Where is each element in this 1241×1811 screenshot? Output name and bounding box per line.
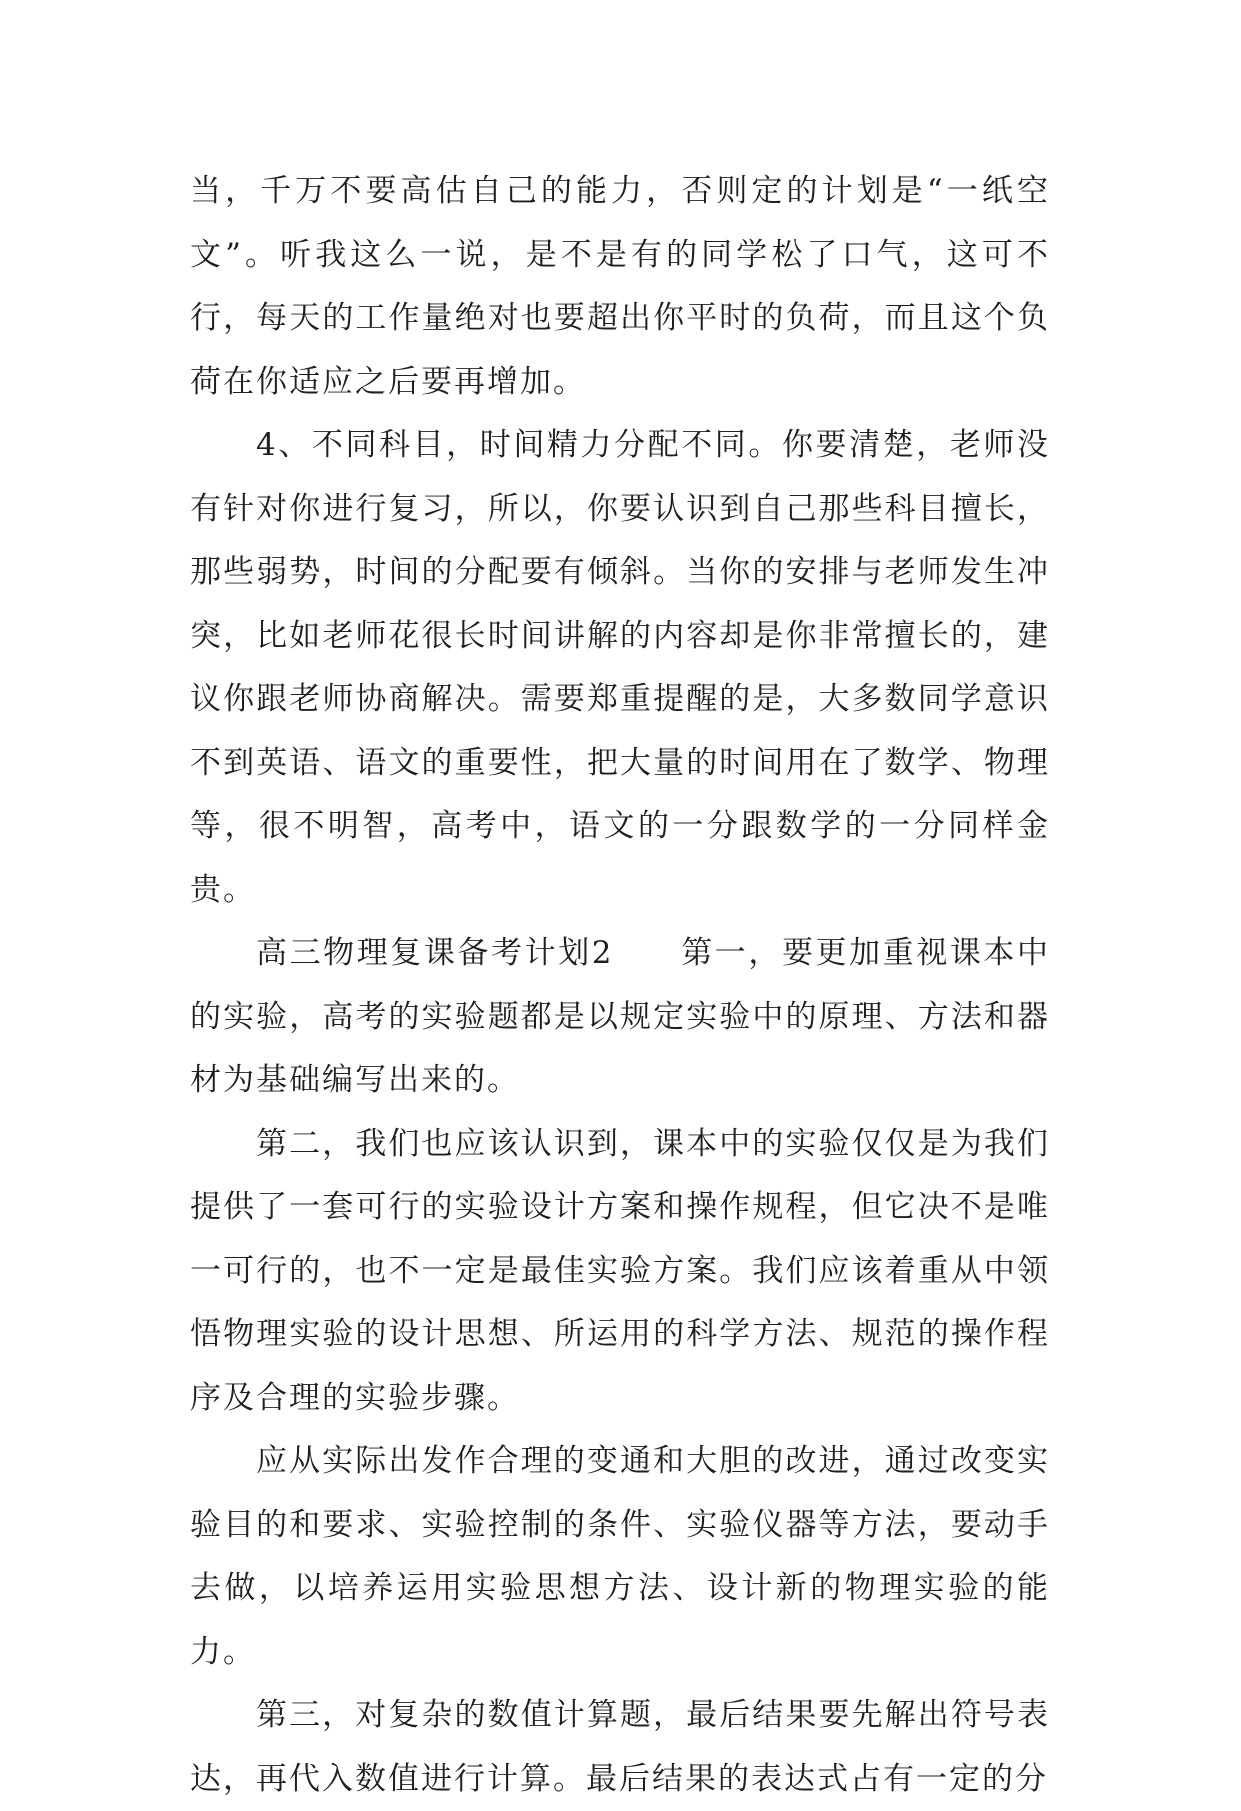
paragraph-plan-2-first: 高三物理复课备考计划2 第一，要更加重视课本中的实验，高考的实验题都是以规定实验中的原理、方法和器材为基础编写出来的。	[190, 935, 1050, 1098]
paragraph-third: 第三，对复杂的数值计算题，最后结果要先解出符号表达，再代入数值进行计算。最后结果的表达式占有一定的分	[190, 1697, 1050, 1797]
paragraph-continuation: 当，千万不要高估自己的能力，否则定的计划是“一纸空文”。听我这么一说，是不是有的同学松了口气，这可不行，每天的工作量绝对也要超出你平时的负荷，而且这个负荷在你适应之后要再增加。	[190, 173, 1050, 400]
paragraph-practical-improvement: 应从实际出发作合理的变通和大胆的改进，通过改变实验目的和要求、实验控制的条件、实验仪器等方法，要动手去做，以培养运用实验思想方法、设计新的物理实验的能力。	[190, 1443, 1050, 1670]
paragraph-subject-time-allocation: 4、不同科目，时间精力分配不同。你要清楚，老师没有针对你进行复习，所以，你要认识到自己那些科目擅长，那些弱势，时间的分配要有倾斜。当你的安排与老师发生冲突，比如老师花很长时间讲解的内容却是你非常擅长的，建议你跟老师协商解决。需要郑重提醒的是，大多数同学意识不到英语、语文的重要性，把大量的时间用在了数学、物理等，很不明智，高考中，语文的一分跟数学的一分同样金贵。	[190, 427, 1050, 908]
document-body	[190, 160, 1050, 1811]
paragraph-second: 第二，我们也应该认识到，课本中的实验仅仅是为我们提供了一套可行的实验设计方案和操作规程，但它决不是唯一可行的，也不一定是最佳实验方案。我们应该着重从中领悟物理实验的设计思想、所运用的科学方法、规范的操作程序及合理的实验步骤。	[190, 1125, 1050, 1416]
